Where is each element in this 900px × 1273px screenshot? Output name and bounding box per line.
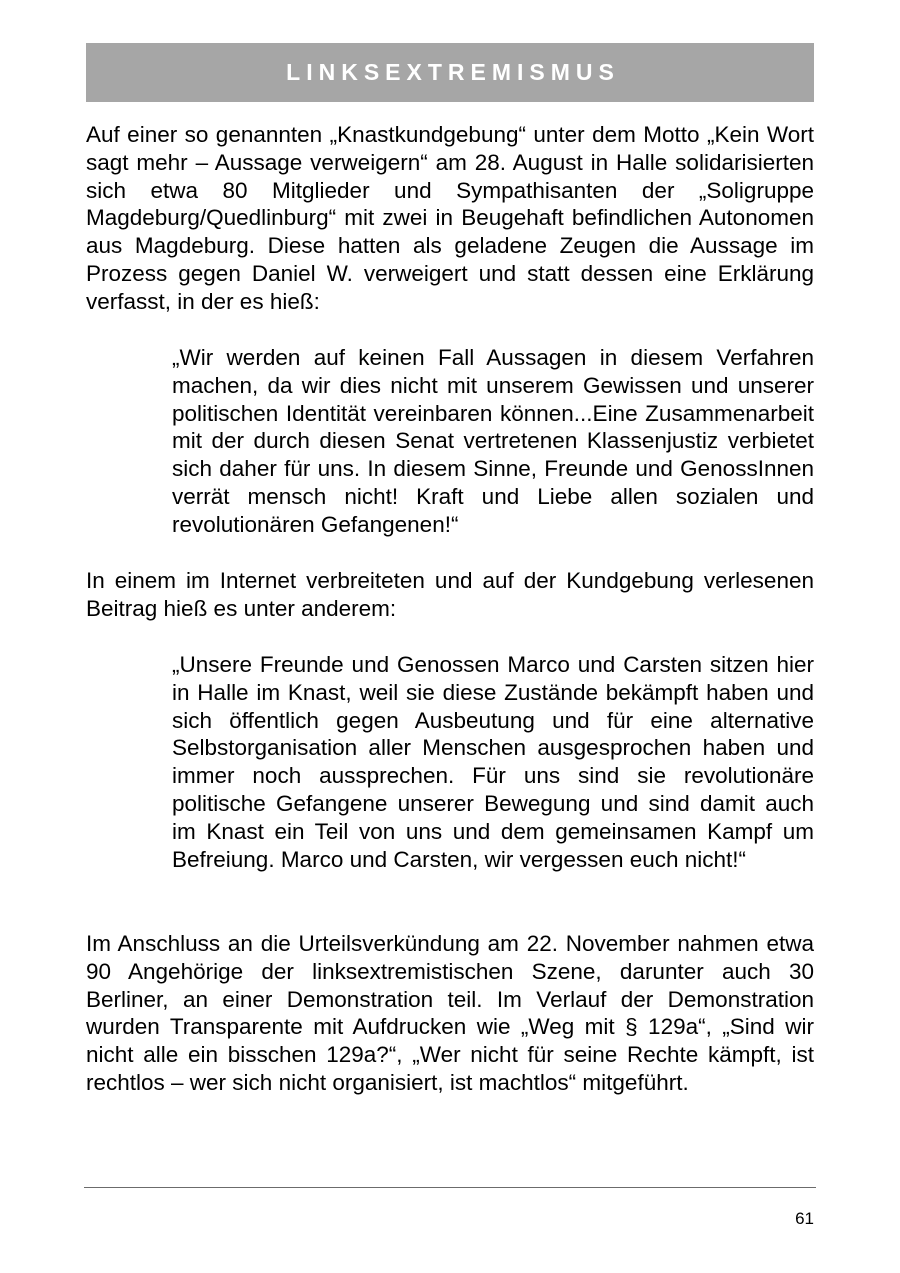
section-title: LINKSEXTREMISMUS bbox=[286, 59, 620, 85]
quote-erklaerung: „Wir werden auf keinen Fall Aussagen in diesem Verfahren machen, da wir dies nicht mit unserem Gewissen und unserer politischen Identität vereinbaren können...Eine Zusammenarbeit mit der durch diesen Senat vertretenen Klassenjustiz verbietet sich daher für uns. In diesem Sinne, Freunde und GenossInnen verrät mensch nicht! Kraft und Liebe allen sozialen und revolutionären Gefangenen!“ bbox=[172, 345, 814, 537]
quote-beitrag: „Unsere Freunde und Genossen Marco und Carsten sitzen hier in Halle im Knast, weil sie diese Zustände bekämpft haben und sich öffentlich gegen Ausbeutung und für eine alternative Selbstorganisation aller Menschen ausgesprochen haben und immer noch aussprechen. Für uns sind sie revolutionäre politische Gefangene unserer Bewegung und sind damit auch im Knast ein Teil von uns und dem gemeinsamen Kampf um Befreiung. Marco und Carsten, wir vergessen euch nicht!“ bbox=[172, 652, 814, 872]
section-header-bar bbox=[86, 43, 814, 102]
page-number: 61 bbox=[795, 1209, 814, 1228]
footer-divider bbox=[84, 1187, 816, 1188]
paragraph-knastkundgebung: Auf einer so genannten „Knastkundgebung“ unter dem Motto „Kein Wort sagt mehr – Aussage verweigern“ am 28. August in Halle solidarisierten sich etwa 80 Mitglieder und Sympathisanten der „Soligruppe Magdeburg/Quedlinburg“ mit zwei in Beugehaft befindlichen Autonomen aus Magdeburg. Diese hatten als geladene Zeugen die Aussage im Prozess gegen Daniel W. verweigert und statt dessen eine Erklärung verfasst, in der es hieß: bbox=[86, 122, 814, 314]
paragraph-internet-beitrag: In einem im Internet verbreiteten und auf der Kundgebung verlesenen Beitrag hieß es unter anderem: bbox=[86, 568, 814, 621]
paragraph-demonstration: Im Anschluss an die Urteilsverkündung am 22. November nahmen etwa 90 Angehörige der linksextremistischen Szene, darunter auch 30 Berliner, an einer Demonstration teil. Im Verlauf der Demonstration wurden Transparente mit Aufdrucken wie „Weg mit § 129a“, „Sind wir nicht alle ein bisschen 129a?“, „Wer nicht für seine Rechte kämpft, ist rechtlos – wer sich nicht organisiert, ist machtlos“ mitgeführt. bbox=[86, 931, 814, 1095]
